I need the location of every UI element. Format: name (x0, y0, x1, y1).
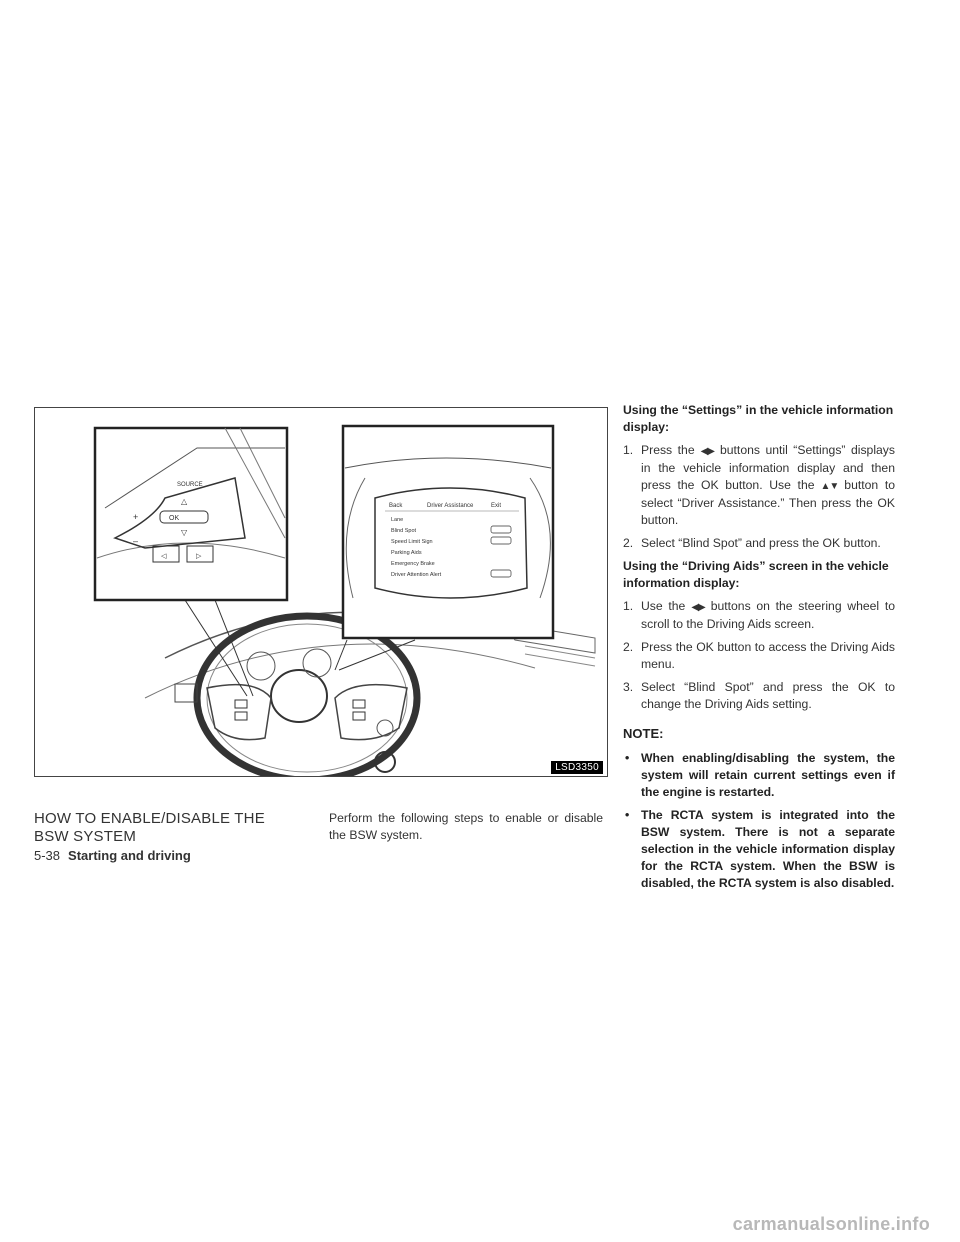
settings-step-1: 1. Press the ◀▶ buttons until “Settings” displays in the vehicle information display and then press the OK button. Use the ▲▼ button to select “Driver Assistance.” Then press the OK button. (623, 443, 895, 527)
svg-text:△: △ (181, 497, 188, 506)
note-item-2: • The RCTA system is integrated into the BSW system. There is not a separate selection in the vehicle information display for the RCTA system. When the BSW is disabled, the RCTA system is also disabled. (625, 808, 895, 890)
instructions-column (623, 402, 895, 898)
chapter-title: Starting and driving (68, 848, 191, 863)
left-right-arrows-icon: ◀▶ (700, 446, 714, 457)
screen-menu-item: Lane (391, 517, 404, 523)
screen-menu-item: Driver Attention Alert (391, 572, 442, 578)
up-down-arrows-icon: ▲▼ (820, 481, 839, 492)
step-number: 1. (623, 443, 634, 457)
svg-text:▽: ▽ (181, 528, 188, 537)
section-heading-line1: HOW TO ENABLE/DISABLE THE (34, 810, 265, 827)
screen-back: Back (389, 503, 403, 509)
screen-title: Driver Assistance (427, 503, 474, 509)
step-number: 1. (623, 599, 634, 613)
driving-aids-step-2: 2. Press the OK button to access the Driving Aids menu. (623, 640, 895, 671)
settings-heading: Using the “Settings” in the vehicle information display: (623, 403, 894, 434)
section-heading-line2: BSW SYSTEM (34, 828, 137, 845)
switch-ok-label: OK (169, 515, 180, 522)
svg-text:–: – (133, 536, 139, 546)
svg-text:+: + (133, 512, 139, 522)
section-heading (34, 810, 304, 846)
step-number: 3. (623, 680, 634, 694)
svg-text:◁: ◁ (161, 553, 167, 560)
screen-menu-item: Blind Spot (391, 528, 417, 534)
screen-menu-item: Parking Aids (391, 550, 422, 556)
note-item-1: • When enabling/disabling the system, the system will retain current settings even if the engine is restarted. (625, 751, 895, 799)
section-intro: Perform the following steps to enable or disable the BSW system. (329, 811, 603, 842)
steering-wheel-illustration (34, 407, 608, 777)
screen-menu-item: Speed Limit Sign (391, 539, 433, 545)
settings-step-2: 2. Select “Blind Spot” and press the OK button. (623, 536, 881, 550)
step-number: 2. (623, 640, 634, 654)
bullet-icon: • (625, 808, 630, 822)
bullet-icon: • (625, 751, 630, 765)
screen-menu-item: Emergency Brake (391, 561, 435, 567)
illustration-svg (35, 408, 607, 776)
watermark: carmanualsonline.info (732, 1214, 930, 1234)
page-footer (34, 848, 191, 863)
driving-aids-step-1: 1. Use the ◀▶ buttons on the steering wheel to scroll to the Driving Aids screen. (623, 599, 895, 631)
page-number: 5-38 (34, 848, 61, 863)
driving-aids-heading: Using the “Driving Aids” screen in the vehicle information display: (623, 559, 889, 590)
screen-exit: Exit (491, 503, 502, 509)
driving-aids-step-3: 3. Select “Blind Spot” and press the OK to change the Driving Aids setting. (623, 680, 895, 711)
step-number: 2. (623, 536, 634, 550)
note-heading: NOTE: (623, 726, 664, 741)
figure-label: LSD3350 (551, 761, 603, 774)
svg-text:▷: ▷ (196, 553, 202, 560)
left-right-arrows-icon: ◀▶ (691, 602, 705, 613)
switch-source-label: SOURCE (177, 482, 203, 488)
